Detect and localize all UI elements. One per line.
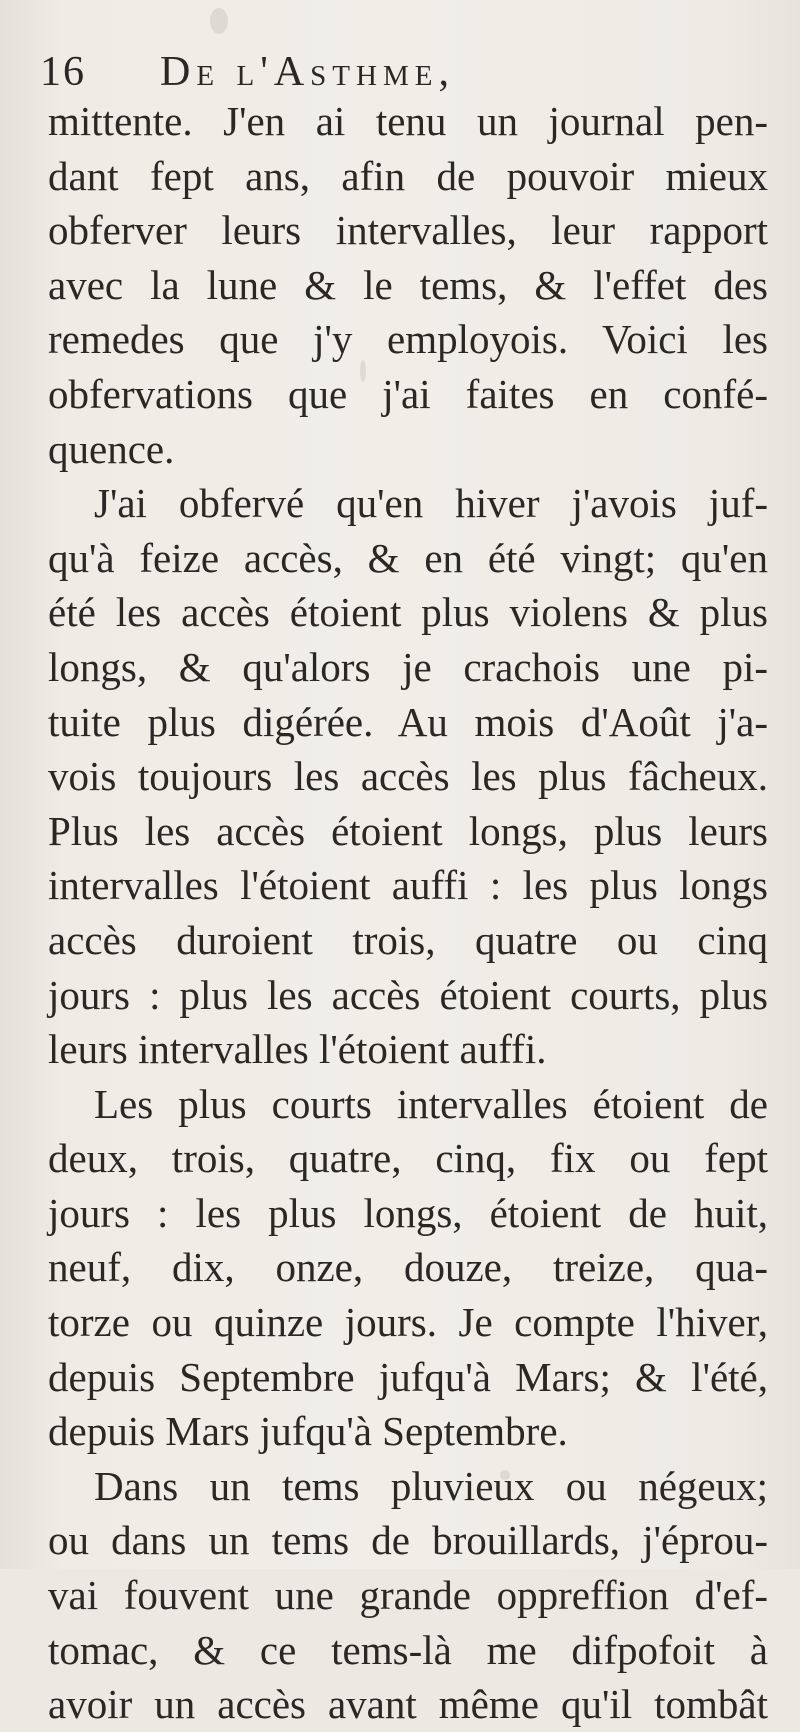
text-line: avec la lune & le tems, & l'effet des xyxy=(48,261,768,308)
text-line: neuf, dix, onze, douze, treize, qua- xyxy=(48,1244,768,1291)
page-header xyxy=(40,48,780,98)
text-line: été les accès étoient plus violens & plus xyxy=(48,589,768,636)
text-line: remedes que j'y employois. Voici les xyxy=(48,316,768,363)
body-text xyxy=(48,94,768,1732)
text-line: vai fouvent une grande oppreffion d'ef- xyxy=(48,1572,768,1619)
text-line: torze ou quinze jours. Je compte l'hiver, xyxy=(48,1299,768,1346)
page-number: 16 xyxy=(40,49,86,95)
text-line: obfervations que j'ai faites en confé- xyxy=(48,370,768,417)
text-line: intervalles l'étoient auffi : les plus longs xyxy=(48,862,768,909)
paragraph-start-line: J'ai obfervé qu'en hiver j'avois juf- xyxy=(94,480,768,527)
paper-stain xyxy=(360,360,366,382)
text-line: Plus les accès étoient longs, plus leurs xyxy=(48,807,768,854)
text-line: deux, trois, quatre, cinq, fix ou fept xyxy=(48,1135,768,1182)
text-line: jours : les plus longs, étoient de huit, xyxy=(48,1189,768,1236)
text-line: depuis Mars jufqu'à Septembre. xyxy=(48,1408,568,1455)
text-line: dant fept ans, afin de pouvoir mieux xyxy=(48,152,768,199)
running-head: De l'Asthme, xyxy=(160,49,455,95)
paper-stain xyxy=(500,1470,510,1480)
text-line: tuite plus digérée. Au mois d'Août j'a- xyxy=(48,698,768,745)
text-line: tomac, & ce tems-là me difpofoit à xyxy=(48,1626,768,1673)
text-line: obferver leurs intervalles, leur rapport xyxy=(48,207,768,254)
text-line: qu'à feize accès, & en été vingt; qu'en xyxy=(48,534,768,581)
paragraph-start-line: Les plus courts intervalles étoient de xyxy=(94,1080,768,1127)
paragraph-start-line: Dans un tems pluvieux ou négeux; xyxy=(94,1462,768,1509)
text-line: jours : plus les accès étoient courts, plus xyxy=(48,971,768,1018)
text-line: longs, & qu'alors je crachois une pi- xyxy=(48,643,768,690)
text-line: vois toujours les accès les plus fâcheux. xyxy=(48,753,768,800)
text-line: mittente. J'en ai tenu un journal pen- xyxy=(48,98,768,144)
text-line: depuis Septembre jufqu'à Mars; & l'été, xyxy=(48,1353,768,1400)
text-line: ou dans un tems de brouillards, j'éprou- xyxy=(48,1517,768,1564)
text-line: quence. xyxy=(48,425,175,472)
text-line: leurs intervalles l'étoient auffi. xyxy=(48,1026,547,1073)
text-line: accès duroient trois, quatre ou cinq xyxy=(48,916,768,963)
text-line: avoir un accès avant même qu'il tombât xyxy=(48,1681,768,1728)
paper-stain xyxy=(210,8,228,34)
